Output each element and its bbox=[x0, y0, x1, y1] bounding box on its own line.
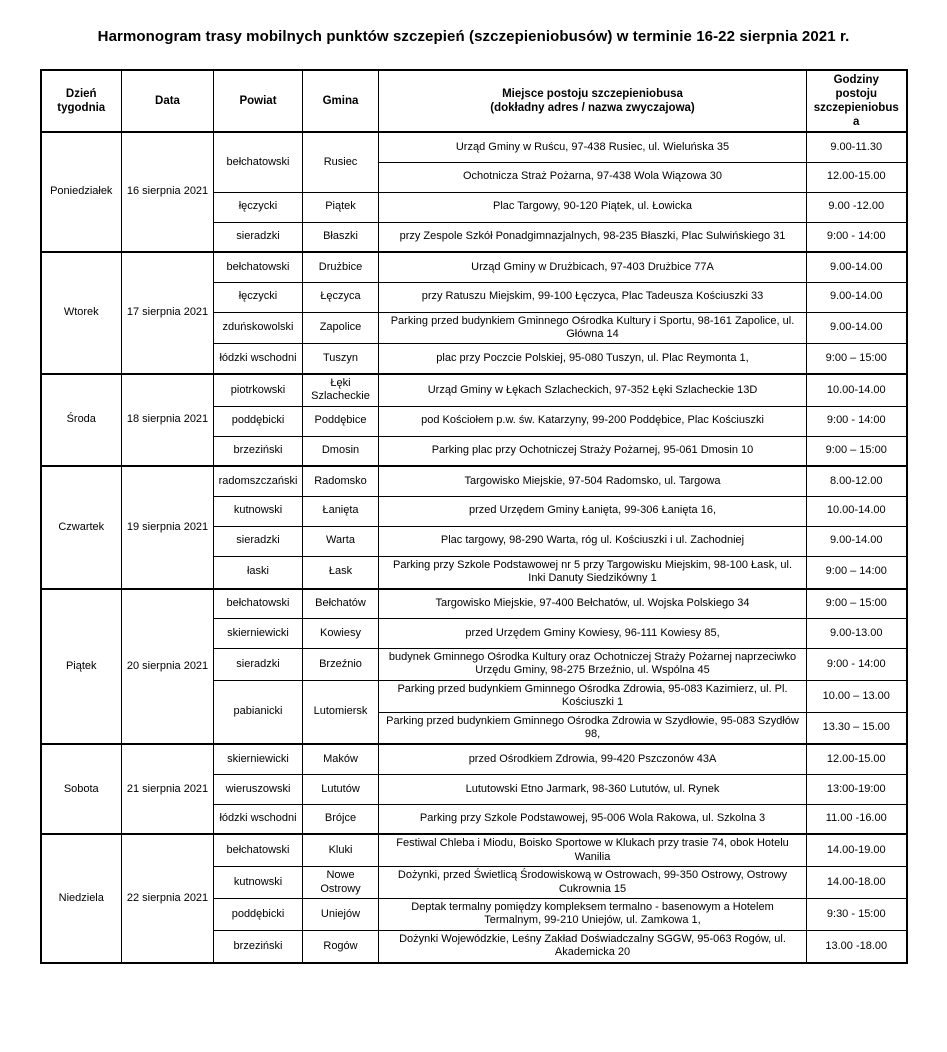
day-cell: Piątek bbox=[41, 589, 122, 745]
col-header-day: Dzień tygodnia bbox=[41, 70, 122, 132]
col-header-place-line1: Miejsce postoju szczepieniobusa bbox=[502, 88, 683, 101]
gmina-cell: Błaszki bbox=[303, 222, 379, 252]
hours-cell: 8.00-12.00 bbox=[807, 466, 907, 496]
place-cell: Parking przy Szkole Podstawowej, 95-006 Wola Rakowa, ul. Szkolna 3 bbox=[379, 804, 807, 834]
hours-cell: 9:00 - 14:00 bbox=[807, 649, 907, 681]
place-cell: Parking przed budynkiem Gminnego Ośrodka Zdrowia, 95-083 Kazimierz, ul. Pl. Kościuszki 1 bbox=[379, 680, 807, 712]
col-header-place-line2: (dokładny adres / nazwa zwyczajowa) bbox=[490, 102, 695, 115]
col-header-date: Data bbox=[122, 70, 214, 132]
hours-cell: 9:00 - 14:00 bbox=[807, 406, 907, 436]
place-cell: przy Zespole Szkół Ponadgimnazjalnych, 98-235 Błaszki, Plac Sulwińskiego 31 bbox=[379, 222, 807, 252]
gmina-cell: Lutomiersk bbox=[303, 680, 379, 744]
place-cell: Parking przed budynkiem Gminnego Ośrodka Zdrowia w Szydłowie, 95-083 Szydłów 98, bbox=[379, 712, 807, 744]
date-cell: 17 sierpnia 2021 bbox=[122, 252, 214, 374]
gmina-cell: Uniejów bbox=[303, 899, 379, 931]
place-cell: Urząd Gminy w Łękach Szlacheckich, 97-352 Łęki Szlacheckie 13D bbox=[379, 374, 807, 406]
date-cell: 20 sierpnia 2021 bbox=[122, 589, 214, 745]
hours-cell: 9:00 – 14:00 bbox=[807, 556, 907, 588]
place-cell: Deptak termalny pomiędzy kompleksem termalno - basenowym a Hotelem Termalnym, 99-210 Uniejów, ul. Zamkowa 1, bbox=[379, 899, 807, 931]
place-cell: Plac Targowy, 90-120 Piątek, ul. Łowicka bbox=[379, 192, 807, 222]
powiat-cell: piotrkowski bbox=[214, 374, 303, 406]
gmina-cell: Zapolice bbox=[303, 312, 379, 344]
powiat-cell: radomszczański bbox=[214, 466, 303, 496]
col-header-gmina: Gmina bbox=[303, 70, 379, 132]
powiat-cell: kutnowski bbox=[214, 496, 303, 526]
date-cell: 16 sierpnia 2021 bbox=[122, 132, 214, 252]
hours-cell: 13.30 – 15.00 bbox=[807, 712, 907, 744]
gmina-cell: Rusiec bbox=[303, 132, 379, 192]
hours-cell: 9.00-13.00 bbox=[807, 619, 907, 649]
powiat-cell: poddębicki bbox=[214, 406, 303, 436]
gmina-cell: Tuszyn bbox=[303, 344, 379, 374]
hours-cell: 10.00-14.00 bbox=[807, 374, 907, 406]
place-cell: Targowisko Miejskie, 97-400 Bełchatów, ul. Wojska Polskiego 34 bbox=[379, 589, 807, 619]
page-title: Harmonogram trasy mobilnych punktów szczepień (szczepieniobusów) w terminie 16-22 sierpnia 2021 r. bbox=[97, 28, 850, 45]
place-cell: Parking przed budynkiem Gminnego Ośrodka Kultury i Sportu, 98-161 Zapolice, ul. Główna 14 bbox=[379, 312, 807, 344]
powiat-cell: bełchatowski bbox=[214, 589, 303, 619]
place-cell: plac przy Poczcie Polskiej, 95-080 Tuszyn, ul. Plac Reymonta 1, bbox=[379, 344, 807, 374]
hours-cell: 9:00 – 15:00 bbox=[807, 589, 907, 619]
table-row bbox=[41, 744, 907, 774]
place-cell: przed Urzędem Gminy Kowiesy, 96-111 Kowiesy 85, bbox=[379, 619, 807, 649]
hours-cell: 9.00-11.30 bbox=[807, 132, 907, 162]
gmina-cell: Bełchatów bbox=[303, 589, 379, 619]
hours-cell: 13.00 -18.00 bbox=[807, 930, 907, 962]
day-cell: Poniedziałek bbox=[41, 132, 122, 252]
powiat-cell: poddębicki bbox=[214, 899, 303, 931]
gmina-cell: Łanięta bbox=[303, 496, 379, 526]
place-cell: Parking przy Szkole Podstawowej nr 5 przy Targowisku Miejskim, 98-100 Łask, ul. Inki Danuty Siedzikówny 1 bbox=[379, 556, 807, 588]
hours-cell: 9:30 - 15:00 bbox=[807, 899, 907, 931]
col-header-hours bbox=[807, 70, 907, 132]
place-cell: przy Ratuszu Miejskim, 99-100 Łęczyca, Plac Tadeusza Kościuszki 33 bbox=[379, 282, 807, 312]
hours-cell: 12.00-15.00 bbox=[807, 744, 907, 774]
powiat-cell: sieradzki bbox=[214, 526, 303, 556]
powiat-cell: łaski bbox=[214, 556, 303, 588]
powiat-cell: łęczycki bbox=[214, 192, 303, 222]
day-cell: Wtorek bbox=[41, 252, 122, 374]
hours-cell: 13:00-19:00 bbox=[807, 774, 907, 804]
powiat-cell: zduńskowolski bbox=[214, 312, 303, 344]
powiat-cell: bełchatowski bbox=[214, 252, 303, 282]
hours-cell: 9.00-14.00 bbox=[807, 312, 907, 344]
gmina-cell: Kluki bbox=[303, 834, 379, 866]
place-cell: przed Urzędem Gminy Łanięta, 99-306 Łanięta 16, bbox=[379, 496, 807, 526]
table-row bbox=[41, 374, 907, 406]
table-body bbox=[41, 132, 907, 963]
table-row bbox=[41, 466, 907, 496]
powiat-cell: łódzki wschodni bbox=[214, 344, 303, 374]
header-row bbox=[41, 70, 907, 132]
hours-cell: 9:00 - 14:00 bbox=[807, 222, 907, 252]
place-cell: Urząd Gminy w Ruścu, 97-438 Rusiec, ul. Wieluńska 35 bbox=[379, 132, 807, 162]
powiat-cell: bełchatowski bbox=[214, 834, 303, 866]
place-cell: Plac targowy, 98-290 Warta, róg ul. Kościuszki i ul. Zachodniej bbox=[379, 526, 807, 556]
powiat-cell: skierniewicki bbox=[214, 744, 303, 774]
gmina-cell: Lututów bbox=[303, 774, 379, 804]
hours-cell: 10.00 – 13.00 bbox=[807, 680, 907, 712]
gmina-cell: Rogów bbox=[303, 930, 379, 962]
gmina-cell: Piątek bbox=[303, 192, 379, 222]
hours-cell: 9.00 -12.00 bbox=[807, 192, 907, 222]
day-cell: Środa bbox=[41, 374, 122, 466]
powiat-cell: brzeziński bbox=[214, 436, 303, 466]
col-header-hours-line3: szczepieniobusa bbox=[813, 102, 899, 129]
hours-cell: 9.00-14.00 bbox=[807, 252, 907, 282]
place-cell: Ochotnicza Straż Pożarna, 97-438 Wola Wiązowa 30 bbox=[379, 162, 807, 192]
gmina-cell: Kowiesy bbox=[303, 619, 379, 649]
gmina-cell: Łask bbox=[303, 556, 379, 588]
day-cell: Sobota bbox=[41, 744, 122, 834]
gmina-cell: Poddębice bbox=[303, 406, 379, 436]
place-cell: Lututowski Etno Jarmark, 98-360 Lututów, ul. Rynek bbox=[379, 774, 807, 804]
hours-cell: 11.00 -16.00 bbox=[807, 804, 907, 834]
place-cell: Targowisko Miejskie, 97-504 Radomsko, ul. Targowa bbox=[379, 466, 807, 496]
day-cell: Czwartek bbox=[41, 466, 122, 588]
gmina-cell: Brójce bbox=[303, 804, 379, 834]
place-cell: przed Ośrodkiem Zdrowia, 99-420 Pszczonów 43A bbox=[379, 744, 807, 774]
gmina-cell: Łęczyca bbox=[303, 282, 379, 312]
hours-cell: 9.00-14.00 bbox=[807, 282, 907, 312]
date-cell: 22 sierpnia 2021 bbox=[122, 834, 214, 962]
table-row bbox=[41, 834, 907, 866]
powiat-cell: wieruszowski bbox=[214, 774, 303, 804]
schedule-table bbox=[40, 69, 908, 964]
hours-cell: 9:00 – 15:00 bbox=[807, 344, 907, 374]
gmina-cell: Drużbice bbox=[303, 252, 379, 282]
table-row bbox=[41, 132, 907, 162]
gmina-cell: Dmosin bbox=[303, 436, 379, 466]
date-cell: 18 sierpnia 2021 bbox=[122, 374, 214, 466]
powiat-cell: bełchatowski bbox=[214, 132, 303, 192]
col-header-hours-line1: Godziny bbox=[833, 74, 879, 86]
col-header-hours-line2: postoju bbox=[835, 88, 878, 101]
page bbox=[0, 28, 947, 964]
hours-cell: 9.00-14.00 bbox=[807, 526, 907, 556]
hours-cell: 10.00-14.00 bbox=[807, 496, 907, 526]
gmina-cell: Łęki Szlacheckie bbox=[303, 374, 379, 406]
hours-cell: 12.00-15.00 bbox=[807, 162, 907, 192]
table-header bbox=[41, 70, 907, 132]
powiat-cell: pabianicki bbox=[214, 680, 303, 744]
place-cell: Dożynki, przed Świetlicą Środowiskową w Ostrowach, 99-350 Ostrowy, Ostrowy Cukrownia 15 bbox=[379, 867, 807, 899]
powiat-cell: sieradzki bbox=[214, 222, 303, 252]
place-cell: budynek Gminnego Ośrodka Kultury oraz Ochotniczej Straży Pożarnej naprzeciwko Urzędu Gminy, 98-275 Brzeźnio, ul. Wspólna 45 bbox=[379, 649, 807, 681]
date-cell: 21 sierpnia 2021 bbox=[122, 744, 214, 834]
place-cell: Parking plac przy Ochotniczej Straży Pożarnej, 95-061 Dmosin 10 bbox=[379, 436, 807, 466]
powiat-cell: kutnowski bbox=[214, 867, 303, 899]
gmina-cell: Radomsko bbox=[303, 466, 379, 496]
place-cell: Dożynki Wojewódzkie, Leśny Zakład Doświadczalny SGGW, 95-063 Rogów, ul. Akademicka 20 bbox=[379, 930, 807, 962]
hours-cell: 14.00-19.00 bbox=[807, 834, 907, 866]
gmina-cell: Brzeźnio bbox=[303, 649, 379, 681]
day-cell: Niedziela bbox=[41, 834, 122, 962]
powiat-cell: brzeziński bbox=[214, 930, 303, 962]
table-row bbox=[41, 589, 907, 619]
place-cell: Urząd Gminy w Drużbicach, 97-403 Drużbice 77A bbox=[379, 252, 807, 282]
hours-cell: 14.00-18.00 bbox=[807, 867, 907, 899]
hours-cell: 9:00 – 15:00 bbox=[807, 436, 907, 466]
gmina-cell: Maków bbox=[303, 744, 379, 774]
place-cell: Festiwal Chleba i Miodu, Boisko Sportowe w Klukach przy trasie 74, obok Hotelu Wanilia bbox=[379, 834, 807, 866]
table-row bbox=[41, 252, 907, 282]
powiat-cell: łęczycki bbox=[214, 282, 303, 312]
powiat-cell: łódzki wschodni bbox=[214, 804, 303, 834]
date-cell: 19 sierpnia 2021 bbox=[122, 466, 214, 588]
col-header-powiat: Powiat bbox=[214, 70, 303, 132]
gmina-cell: Warta bbox=[303, 526, 379, 556]
place-cell: pod Kościołem p.w. św. Katarzyny, 99-200 Poddębice, Plac Kościuszki bbox=[379, 406, 807, 436]
gmina-cell: Nowe Ostrowy bbox=[303, 867, 379, 899]
col-header-place bbox=[379, 70, 807, 132]
powiat-cell: skierniewicki bbox=[214, 619, 303, 649]
powiat-cell: sieradzki bbox=[214, 649, 303, 681]
